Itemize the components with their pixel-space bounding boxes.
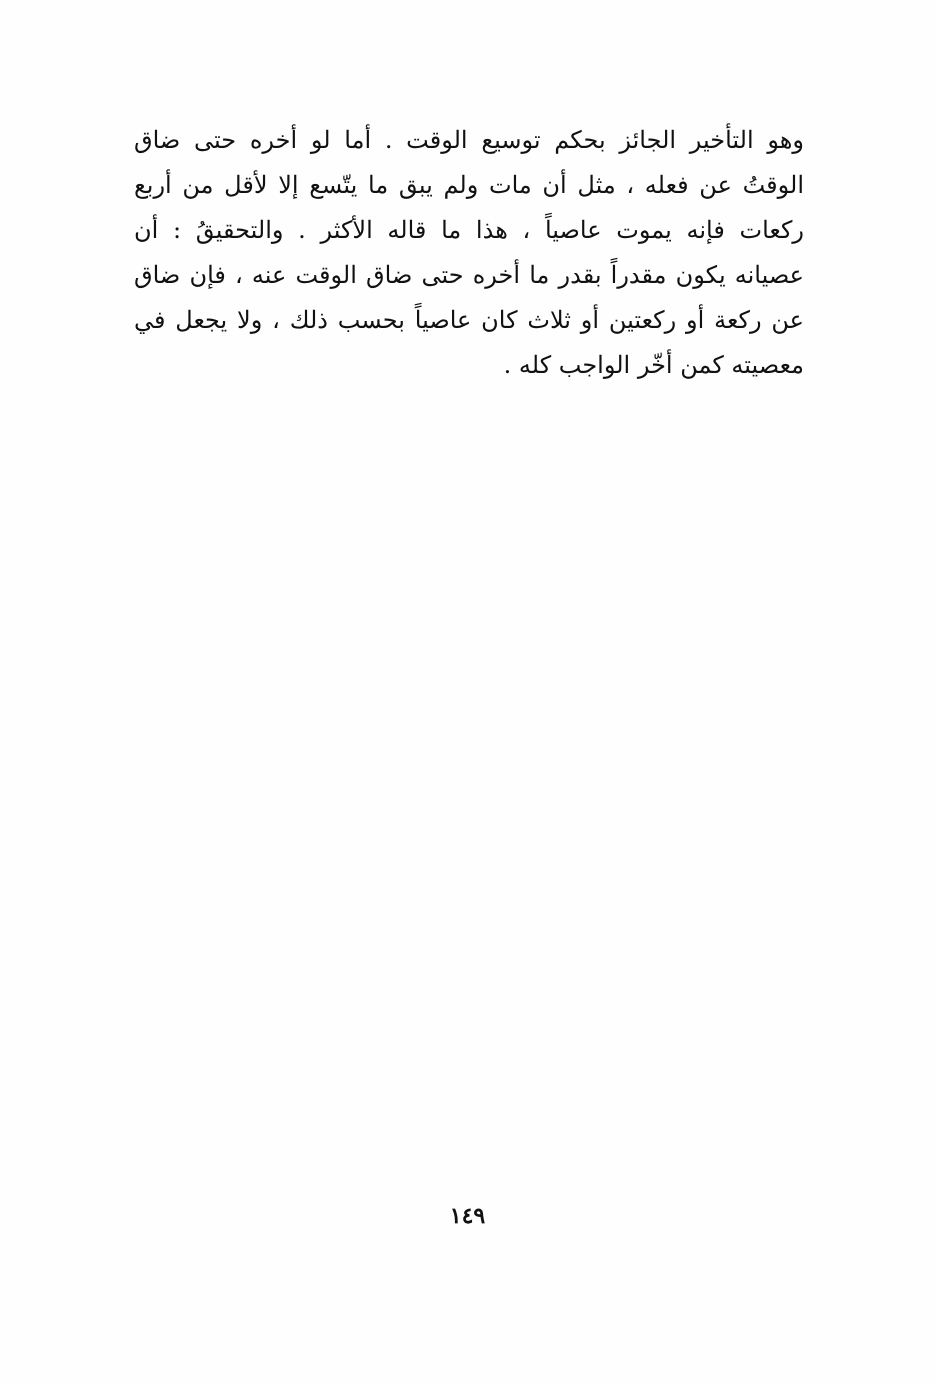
paragraph-line-5: عن ركعة أو ركعتين أو ثلاث كان عاصياً بحسب ذلك ، ولا يجعل في: [134, 306, 804, 334]
paragraph-line-1: وهو التأخير الجائز بحكم توسيع الوقت . أما لو أخره حتى ضاق: [134, 126, 804, 154]
paragraph-line-3: ركعات فإنه يموت عاصياً ، هذا ما قاله الأكثر . والتحقيقُ : أن: [134, 216, 804, 244]
paragraph-line-6: معصيته كمن أخّر الواجب كله .: [503, 351, 804, 379]
paragraph-line-2: الوقتُ عن فعله ، مثل أن مات ولم يبق ما يتّسع إلا لأقل من أربع: [134, 171, 804, 199]
body-paragraph: [134, 118, 804, 388]
paragraph-line-4: عصيانه يكون مقدراً بقدر ما أخره حتى ضاق الوقت عنه ، فإن ضاق: [134, 261, 804, 289]
page-number: ١٤٩: [449, 1203, 486, 1229]
